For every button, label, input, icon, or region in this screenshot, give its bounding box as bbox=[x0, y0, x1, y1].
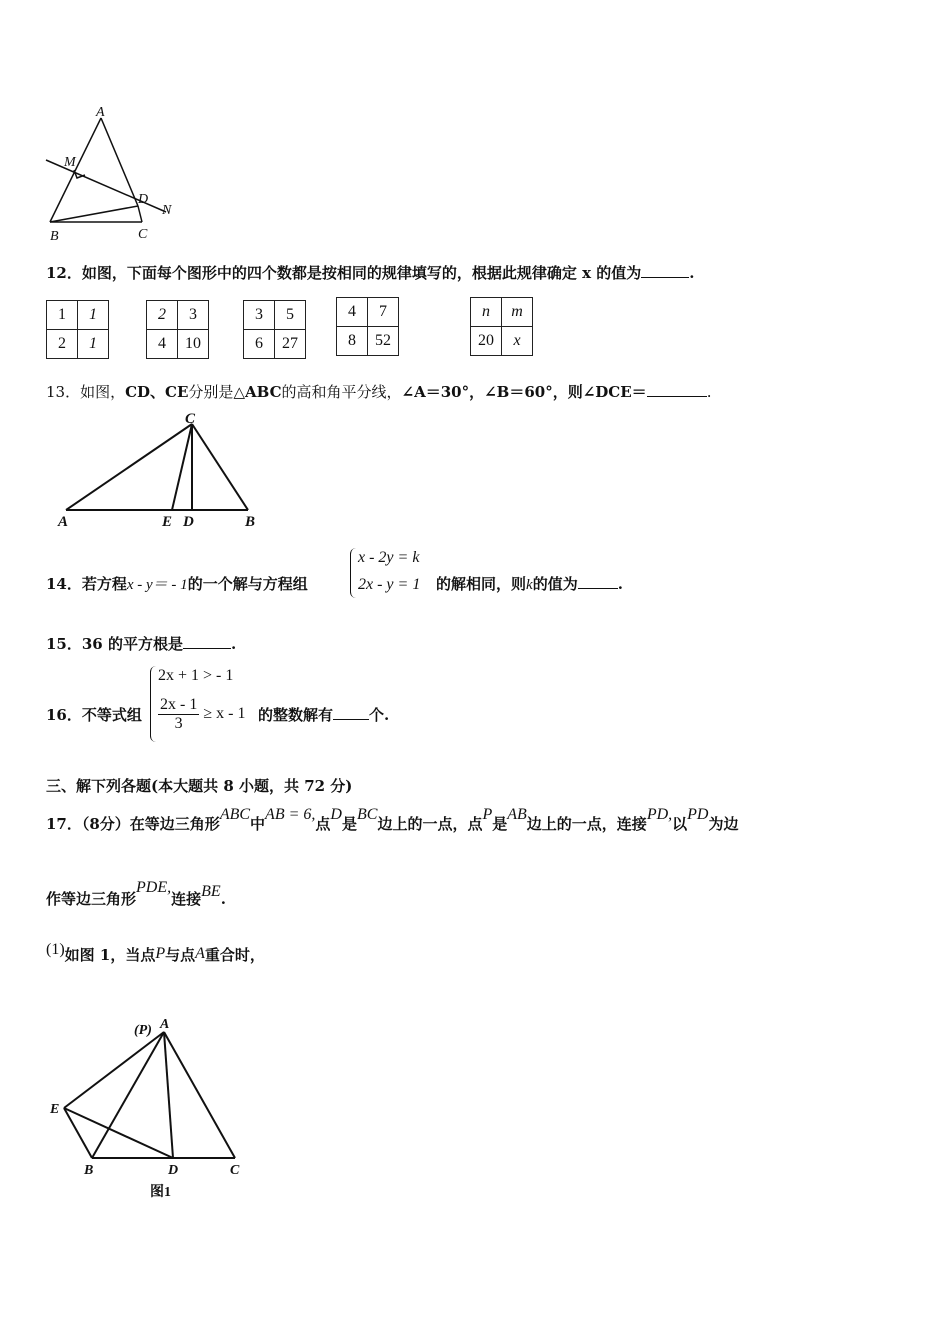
q16-blank bbox=[333, 705, 369, 720]
q17-sub1-a: A bbox=[195, 945, 205, 962]
label-a: A bbox=[96, 105, 105, 120]
question-17-line-2 bbox=[46, 879, 226, 909]
q17-be: BE bbox=[201, 883, 221, 900]
grid-cell: 1 bbox=[47, 301, 78, 330]
q15-end: . bbox=[230, 635, 237, 653]
figure-q17-fig1 bbox=[44, 1012, 264, 1207]
section-3-title: 三、解下列各题(本大题共 8 小题，共 72 分) bbox=[46, 777, 353, 795]
q13-mid: 分别是 bbox=[188, 383, 234, 401]
q17-p6: 是 bbox=[492, 815, 508, 833]
segment-bd bbox=[50, 206, 138, 222]
grid-cell: 27 bbox=[275, 330, 306, 359]
q13-prefix: 13．如图， bbox=[46, 383, 126, 401]
label-c: C bbox=[138, 227, 148, 242]
grid-cell: 1 bbox=[78, 301, 109, 330]
grid-cell: x bbox=[502, 327, 533, 356]
segment-ad bbox=[101, 118, 138, 206]
q17-sub1a: 如图 1，当点 bbox=[64, 946, 156, 964]
segment-ab bbox=[50, 118, 101, 222]
q14-blank bbox=[578, 574, 618, 589]
q12-grid-4 bbox=[336, 297, 399, 356]
q12-grid-5 bbox=[470, 297, 533, 356]
label-n: N bbox=[162, 203, 172, 218]
question-12 bbox=[46, 262, 695, 283]
label-c: C bbox=[230, 1163, 240, 1178]
q13-blank bbox=[647, 382, 707, 397]
q16-end: 个. bbox=[369, 706, 390, 724]
q12-grid-2 bbox=[146, 300, 209, 359]
q12-text: 12．如图，下面每个图形中的四个数都是按相同的规律填写的，根据此规律确定 x 的值为 bbox=[46, 264, 642, 282]
q17-ab: AB bbox=[507, 806, 527, 823]
segment-ed bbox=[64, 1108, 173, 1158]
q17-pde: PDE, bbox=[136, 879, 172, 896]
grid-cell: 4 bbox=[147, 330, 178, 359]
grid-cell: 1 bbox=[78, 330, 109, 359]
segment-ac bbox=[164, 1032, 235, 1158]
q13-mid2: 的高和角平分线， bbox=[281, 383, 402, 401]
q16-numerator: 2x - 1 bbox=[160, 696, 198, 713]
q16-line-1: 2x + 1 > - 1 bbox=[158, 667, 234, 684]
q16-suffix bbox=[258, 704, 389, 725]
label-d: D bbox=[183, 514, 194, 530]
q12-end: . bbox=[689, 264, 695, 282]
grid-cell: 2 bbox=[47, 330, 78, 359]
q16-system-brace bbox=[150, 666, 157, 742]
q17-abc: ABC bbox=[219, 806, 251, 823]
q17-p2: 中 bbox=[250, 815, 266, 833]
q17-ab6: AB = 6, bbox=[265, 806, 316, 823]
label-d: D bbox=[168, 1163, 179, 1178]
q17-l2b: 连接 bbox=[171, 890, 202, 908]
q14-system-line-2: 2x - y = 1 bbox=[358, 576, 421, 593]
label-b: B bbox=[245, 514, 256, 530]
question-15 bbox=[46, 633, 236, 654]
grid-cell: 6 bbox=[244, 330, 275, 359]
q17-d: D bbox=[330, 806, 342, 823]
q14-system-line-1: x - 2y = k bbox=[358, 549, 420, 566]
q17-sub-1 bbox=[46, 941, 265, 965]
q12-grid-3 bbox=[243, 300, 306, 359]
q12-blank bbox=[641, 263, 689, 278]
q13-end: . bbox=[706, 383, 712, 401]
q17-l2a: 作等边三角形 bbox=[46, 890, 137, 908]
q17-pd2: PD bbox=[687, 806, 709, 823]
segment-ae bbox=[64, 1032, 164, 1108]
q17-p3: 点 bbox=[315, 815, 331, 833]
grid-cell: 3 bbox=[244, 301, 275, 330]
q16-denominator: 3 bbox=[174, 715, 183, 732]
label-b: B bbox=[50, 229, 59, 244]
grid-cell: 10 bbox=[178, 330, 209, 359]
q16-suffix-text: 的整数解有 bbox=[258, 706, 334, 724]
label-c: C bbox=[185, 412, 196, 427]
grid-cell: m bbox=[502, 298, 533, 327]
q17-sub1c: 重合时， bbox=[204, 946, 265, 964]
grid-cell: 52 bbox=[368, 327, 399, 356]
q17-bc: BC bbox=[356, 806, 378, 823]
segment-ab bbox=[92, 1032, 164, 1158]
grid-cell: 3 bbox=[178, 301, 209, 330]
figure-q11-triangle bbox=[38, 100, 188, 245]
q17-p9: 为边 bbox=[708, 815, 739, 833]
q17-pd1: PD, bbox=[646, 806, 673, 823]
q13-abc: △ABC bbox=[233, 383, 282, 401]
label-e: E bbox=[162, 514, 173, 530]
q14-mid: 的一个解与方程组 bbox=[187, 575, 308, 593]
q16-rhs: ≥ x - 1 bbox=[203, 705, 246, 723]
q14-system-brace bbox=[350, 548, 357, 598]
label-b: B bbox=[84, 1163, 94, 1178]
q17-sub1-p: P bbox=[155, 945, 166, 962]
grid-cell: 7 bbox=[368, 298, 399, 327]
grid-cell: 2 bbox=[147, 301, 178, 330]
grid-cell: 4 bbox=[337, 298, 368, 327]
label-m: M bbox=[64, 155, 76, 170]
q17-p1: 17．（8分）在等边三角形 bbox=[46, 815, 220, 833]
figure-caption: 图1 bbox=[150, 1185, 171, 1200]
q16-line-2 bbox=[158, 696, 245, 733]
q14-suffix-a: 的解相同，则 bbox=[436, 575, 527, 593]
q17-p7: 边上的一点，连接 bbox=[526, 815, 647, 833]
grid-cell: 20 bbox=[471, 327, 502, 356]
q14-suffix bbox=[436, 573, 623, 594]
q14-equation: x - y＝ - 1 bbox=[126, 577, 188, 593]
label-p: (P) bbox=[134, 1023, 152, 1038]
segment-ca bbox=[66, 424, 192, 510]
q17-sub1b: 与点 bbox=[165, 946, 196, 964]
question-17-line-1 bbox=[46, 806, 739, 834]
q17-p: P bbox=[482, 806, 493, 823]
q17-p5: 边上的一点，点 bbox=[377, 815, 483, 833]
q15-text: 15．36 的平方根是 bbox=[46, 635, 183, 653]
segment-cb bbox=[192, 424, 248, 510]
grid-cell: n bbox=[471, 298, 502, 327]
q13-cdce: CD、CE bbox=[125, 383, 189, 401]
q12-grid-1 bbox=[46, 300, 109, 359]
segment-ad bbox=[164, 1032, 173, 1158]
grid-cell: 8 bbox=[337, 327, 368, 356]
q13-cond: ∠A＝30°，∠B＝60°，则∠DCE＝ bbox=[401, 383, 647, 401]
q17-l2c: . bbox=[220, 890, 226, 908]
label-a: A bbox=[160, 1017, 170, 1032]
question-16-prefix: 16．不等式组 bbox=[46, 706, 142, 724]
segment-dc bbox=[138, 206, 142, 222]
question-13 bbox=[46, 381, 711, 402]
label-a: A bbox=[58, 514, 69, 530]
q17-p4: 是 bbox=[341, 815, 357, 833]
segment-ce bbox=[172, 424, 192, 510]
q14-prefix: 14．若方程 bbox=[46, 575, 127, 593]
figure-q13-triangle bbox=[52, 412, 272, 532]
q14-k: k bbox=[526, 577, 533, 593]
q17-p8: 以 bbox=[672, 815, 688, 833]
q14-suffix-b: 的值为 bbox=[532, 575, 578, 593]
label-e: E bbox=[50, 1102, 60, 1117]
label-d: D bbox=[138, 192, 149, 207]
q14-end: . bbox=[617, 575, 623, 593]
question-14 bbox=[46, 573, 308, 594]
q17-sub1-number: (1) bbox=[46, 941, 65, 958]
grid-cell: 5 bbox=[275, 301, 306, 330]
q15-blank bbox=[183, 634, 231, 649]
